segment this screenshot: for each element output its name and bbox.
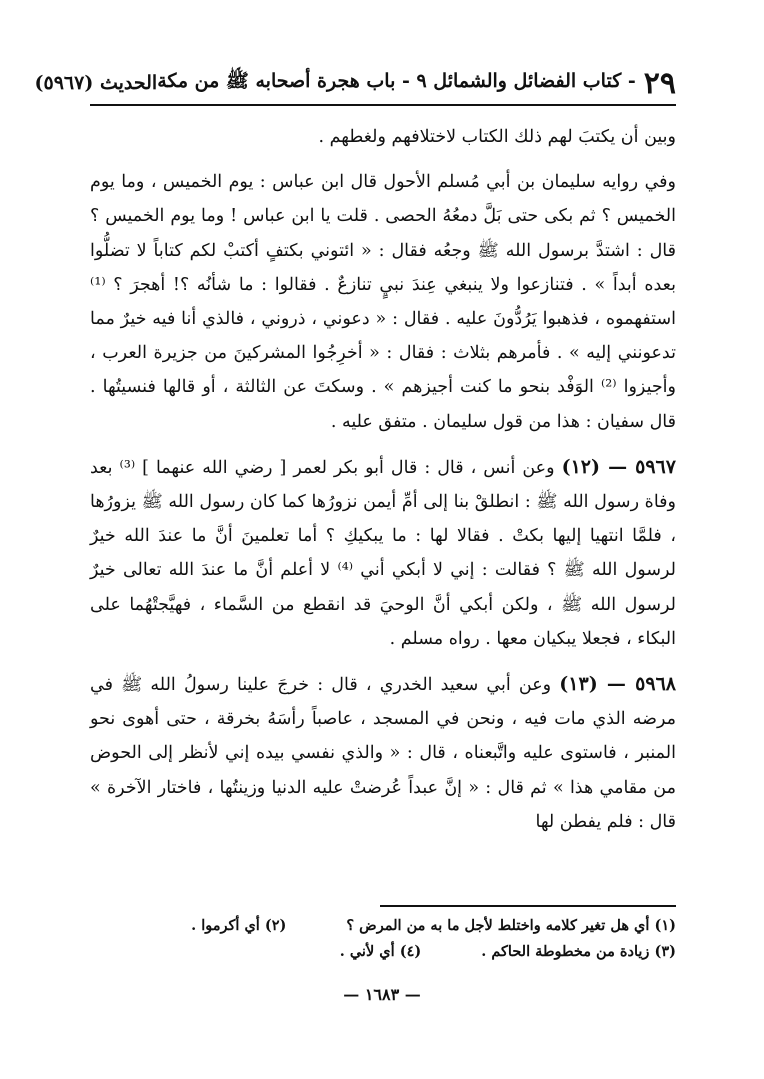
hadith-5967 — [90, 450, 676, 656]
page-body — [90, 120, 676, 888]
hadith-5967-number: ٥٩٦٧ — (١٢) — [561, 455, 676, 478]
hadith-5968-number: ٥٩٦٨ — (١٣) — [559, 673, 676, 696]
paragraph-continuation: وبين أن يكتبَ لهم ذلك الكتاب لاختلافهم ولغطهم . — [318, 127, 676, 147]
header-title: - كتاب الفضائل والشمائل ٩ - باب هجرة أصحابه ﷺ من مكة — [157, 70, 636, 92]
footnote-separator — [380, 905, 676, 907]
footnote-4: (٤) أي لأني . — [339, 943, 422, 960]
footnote-2: (٢) أي أكرموا . — [191, 917, 287, 934]
footnotes — [160, 913, 676, 965]
footnote-row-2 — [160, 939, 676, 965]
hadith-5967-text: وعن أنس ، قال : قال أبو بكر لعمر [ رضي الله عنهما ] ⁽³⁾ بعد وفاة رسول الله ﷺ : انطلقْ بنا إلى أمِّ أيمن نزورُها كما كان رسول الله ﷺ يزورُها ، فلمَّا انتهيا إليها بكتْ . فقالا لها : ما يبكيكِ ؟ أما تعلمينَ أنَّ ما عندَ الله خيرٌ لرسول الله ﷺ ؟ فقالت : إني لا أبكي أني ⁽⁴⁾ لا أعلم أنَّ ما عندَ الله تعالى خيرٌ لرسول الله ﷺ ، ولكن أبكي أنَّ الوحيَ قد انقطع من السَّماء ، فهيَّجتْهُما على البكاء ، فجعلا يبكيان معها . رواه مسلم . — [90, 457, 676, 649]
page-header — [34, 62, 676, 106]
paragraph-sulayman-narration: وفي روايه سليمان بن أبي مُسلم الأحول قال ابن عباس : يوم الخميس ، وما يوم الخميس ؟ ثم بكى حتى بَلَّ دمعُهُ الحصى . قلت يا ابن عباس ! وما يوم الخميس ؟ قال : اشتدَّ برسول الله ﷺ وجعُه فقال : « ائتوني بكتفٍ أكتبْ لكم كتاباً لا تضلُّوا بعده أبداً » . فتنازعوا ولا ينبغي عِندَ نبيٍ تنازعٌ . فقالوا : ما شأنُه ؟! أهجرَ ؟ ⁽¹⁾ استفهموه ، فذهبوا يَرُدُّونَ عليه . فقال : « دعوني ، ذروني ، فالذي أنا فيه خيرٌ مما تدعونني إليه » . فأمرهم بثلاث : فقال : « أخرِجُوا المشركينَ من جزيرة العرب ، وأجيزوا ⁽²⁾ الوَفْد بنحو ما كنت أجيزهم » . وسكتَ عن الثالثة ، أو قالها فنسيتُها . قال سفيان : هذا من قول سليمان . متفق عليه . — [90, 172, 676, 432]
footnote-3: (٣) زيادة من مخطوطة الحاكم . — [481, 943, 676, 960]
header-hadith-ref: الحديث (٥٩٦٧) — [34, 72, 158, 94]
hadith-5968-text: وعن أبي سعيد الخدري ، قال : خرجَ علينا رسولُ الله ﷺ في مرضه الذي مات فيه ، ونحن في المسجد ، عاصباً رأسَهُ بخرقة ، حتى أهوى نحو المنبر ، فاستوى عليه واتَّبعناه ، قال : « والذي نفسي بيده إني لأنظر إلى الحوض من مقامي هذا » ثم قال : « إنَّ عبداً عُرضتْ عليه الدنيا وزينتُها ، فاختار الآخرة » قال : فلم يفطن لها — [90, 675, 676, 832]
footnote-1: (١) أي هل تغير كلامه واختلط لأجل ما به من المرض ؟ — [346, 917, 676, 934]
footnote-row-1 — [160, 913, 676, 939]
hadith-5968 — [90, 667, 676, 839]
header-page-number: ٢٩ — [643, 65, 676, 101]
page-number: — ١٦٨٣ — — [343, 985, 421, 1004]
